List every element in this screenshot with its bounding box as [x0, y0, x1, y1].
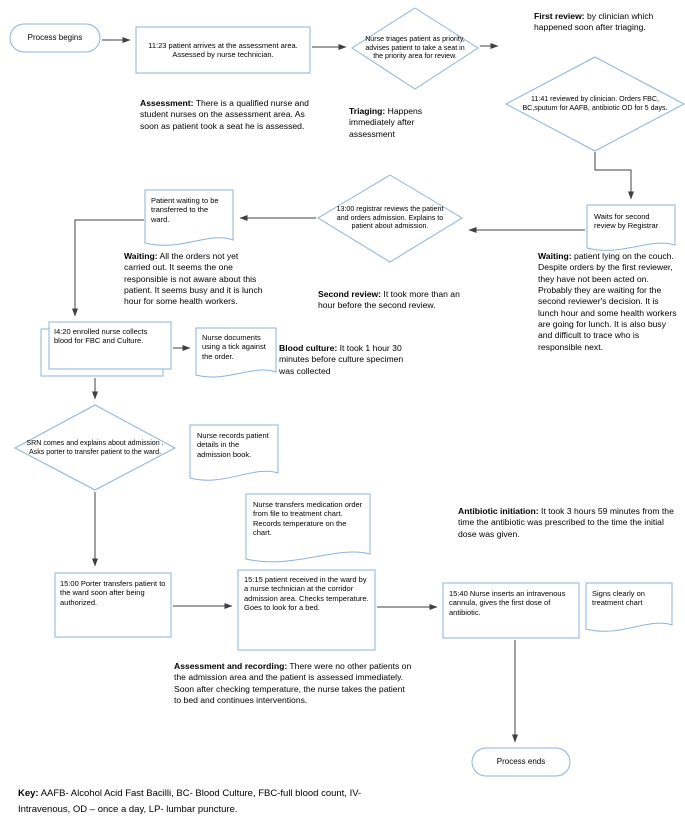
- second-review-annotation: [318, 289, 464, 312]
- waiting-orders-annotation: [124, 251, 264, 308]
- arrive-step-label: 11:23 patient arrives at the assessment area. Assessed by nurse technician.: [148, 40, 298, 59]
- triaging-annotation-text: Happens immediately after assessment: [349, 106, 423, 139]
- triaging-annotation-label: Triaging:: [349, 106, 386, 116]
- second-review-annotation-label: Second review:: [318, 289, 382, 299]
- waiting-orders-annotation-label: Waiting:: [124, 251, 158, 261]
- antibiotic-initiation-annotation: [458, 506, 674, 540]
- cannula-label: 15:40 Nurse inserts an intravenous cannula, gives the first dose of antibiotic.: [449, 589, 566, 617]
- assessment-recording-annotation: [174, 661, 414, 706]
- waiting-orders-annotation-text: All the orders not yet carried out. It seems the one responsible is not aware about this patient. It seems busy and it is lunch hour for some health workers.: [124, 251, 263, 307]
- assessment-annotation-label: Assessment:: [140, 98, 194, 108]
- assessment-annotation: [140, 98, 316, 132]
- ward-received-label: 15:15 patient received in the ward by a nurse technician at the corridor admission area. Checks temperature. Goes to look for a bed.: [244, 575, 369, 613]
- waiting-transfer-label: Patient waiting to be transferred to the ward.: [151, 196, 219, 224]
- medication-order-label: Nurse transfers medication order from file to treatment chart. Records temperature on the chart.: [253, 500, 363, 538]
- blood-culture-annotation-text: It took 1 hour 30 minutes before culture specimen was collected: [279, 343, 404, 376]
- assessment-annotation-text: There is a qualified nurse and student nurses on the assessment area. As soon as patient took a seat he is assessed.: [140, 98, 309, 131]
- waiting-couch-annotation: [538, 251, 678, 353]
- srn-decision-label: SRN comes and explains about admission . Asks porter to transfer patient to the ward.: [26, 439, 164, 456]
- porter-transfers-label: 15:00 Porter transfers patient to the ward soon after being authorized.: [60, 579, 166, 607]
- assessment-recording-annotation-text: There were no other patients on the admission area and the patient is assessed immediately. Soon after checking temperature, the nurse takes the patient to bed and continues interventions.: [174, 661, 412, 706]
- blood-culture-annotation: [279, 343, 419, 377]
- antibiotic-initiation-annotation-text: It took 3 hours 59 minutes from the time the antibiotic was prescribed to the time the initial dose was given.: [458, 506, 674, 539]
- triage-decision-label: Nurse triages patient as priority, advises patient to take a seat in the priority area for review.: [365, 34, 465, 61]
- blood-culture-annotation-label: Blood culture:: [279, 343, 338, 353]
- tick-document-label: Nurse documents using a tick against the order.: [202, 333, 266, 361]
- signs-chart-label: Signs clearly on treatment chart: [592, 589, 645, 608]
- process-begins-label: Process begins: [27, 33, 83, 42]
- waits-second-review-label: Waits for second review by Registrar: [594, 212, 659, 231]
- first-review-annotation: [534, 11, 676, 34]
- collect-blood-label: I4:20 enrolled nurse collects blood for FBC and Culture.: [54, 327, 148, 346]
- waiting-couch-annotation-text: patient lying on the couch. Despite orders by the first reviewer, they have not been acted on. Probably they are waiting for the second reviewer's decision. It is lunch hour and some health workers are going for lunch. It is also busy and difficult to trace who is responsible next.: [538, 251, 677, 352]
- antibiotic-initiation-annotation-label: Antibiotic initiation:: [458, 506, 539, 516]
- process-ends-label: Process ends: [496, 757, 546, 766]
- abbreviation-key-text: AAFB- Alcohol Acid Fast Bacilli, BC- Blood Culture, FBC-full blood count, IV- Intravenous, OD – once a day, LP- lumbar puncture.: [18, 788, 362, 815]
- registrar-review-label: 13:00 registrar reviews the patient and orders admission. Explains to patient about admission.: [336, 204, 444, 231]
- connector-review-to-waits: [595, 152, 631, 199]
- first-review-annotation-label: First review:: [534, 11, 585, 21]
- abbreviation-key-label: Key:: [18, 788, 39, 799]
- abbreviation-key: [18, 786, 380, 817]
- admission-book-label: Nurse records patient details in the admission book.: [197, 431, 269, 459]
- triaging-annotation: [349, 106, 443, 140]
- waiting-couch-annotation-label: Waiting:: [538, 251, 572, 261]
- clinician-review-label: 11:41 reviewed by clinician. Orders FBC, BC,sputum for AAFB, antibiotic OD for 5 days.: [522, 95, 668, 112]
- assessment-recording-annotation-label: Assessment and recording:: [174, 661, 288, 671]
- second-review-annotation-text: It took more than an hour before the second review.: [318, 289, 460, 311]
- first-review-annotation-text: by clinician which happened soon after triaging.: [534, 11, 654, 33]
